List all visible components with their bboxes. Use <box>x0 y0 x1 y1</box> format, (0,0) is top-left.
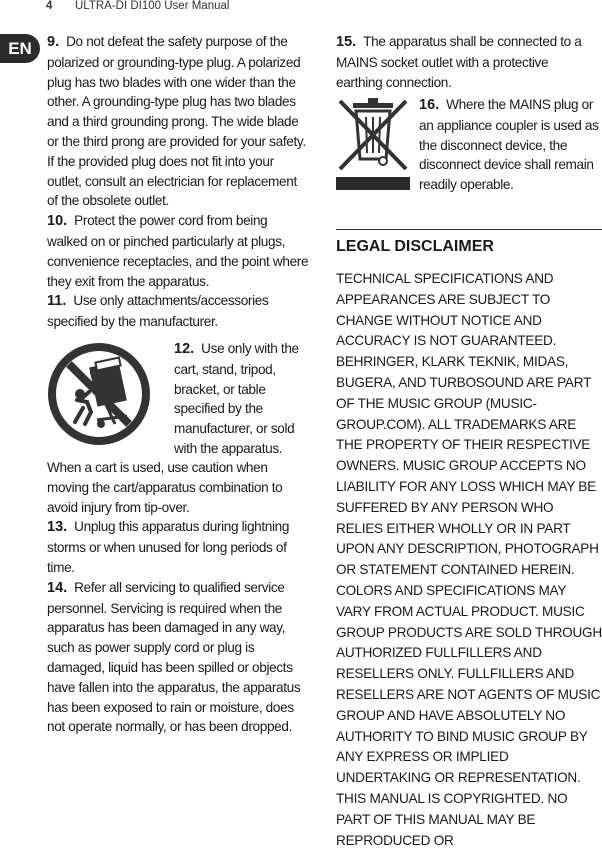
item-15 <box>336 32 586 92</box>
item-number: 13. <box>47 519 68 536</box>
item-text: Where the MAINS plug or an appliance coupler is used as the disconnect device, the disconnect device shall remain readily operable. <box>419 97 599 193</box>
legal-disclaimer-heading: LEGAL DISCLAIMER <box>336 238 494 255</box>
item-number: 9. <box>47 34 60 50</box>
item-number: 14. <box>47 579 68 596</box>
crossed-bin-weee-icon <box>336 95 410 191</box>
section-divider <box>336 229 602 230</box>
page-number: 4 <box>46 0 53 12</box>
item-text: Refer all servicing to qualified service personnel. Servicing is required when the apparatus has been damaged in any way, such as power supply cord or plug is damaged, liquid has been spilled or objects have fallen into the apparatus, the apparatus has been exposed to rain or moisture, does not operate normally, or has been dropped. <box>47 579 301 735</box>
item-11 <box>47 291 310 332</box>
item-number: 12. <box>174 341 195 357</box>
item-number: 11. <box>47 293 67 310</box>
item-text: Use only attachments/accessories specified by the manufacturer. <box>47 293 269 330</box>
item-number: 15. <box>336 34 357 50</box>
page-header <box>0 0 602 14</box>
item-9 <box>47 32 310 211</box>
item-13 <box>47 517 310 577</box>
item-text: Unplug this apparatus during lightning storms or when unused for long periods of time. <box>47 519 290 575</box>
item-text: The apparatus shall be connected to a MAINS socket outlet with a protective earthing connection. <box>336 34 582 90</box>
item-text: Do not defeat the safety purpose of the polarized or grounding-type plug. A polarized plug has two blades with one wider than the other. A grounding-type plug has two blades and a third grounding prong. The wide blade or the third prong are provided for your safety. If the provided plug does not fit into your outlet, consult an electrician for replacement of the obsolete outlet. <box>47 34 306 209</box>
legal-disclaimer-text: TECHNICAL SPECIFICATIONS AND APPEARANCES ARE SUBJECT TO CHANGE WITHOUT NOTICE AND ACCURACY IS NOT GUARANTEED. BEHRINGER, KLARK TEKNIK, MIDAS, BUGERA, AND TURBOSOUND ARE PART OF THE MUSIC GROUP (MUSIC-GROUP.COM). ALL TRADEMARKS ARE THE PROPERTY OF THEIR RESPECTIVE OWNERS. MUSIC GROUP ACCEPTS NO LIABILITY FOR ANY LOSS WHICH MAY BE SUFFERED BY ANY PERSON WHO RELIES EITHER WHOLLY OR IN PART UPON ANY DESCRIPTION, PHOTOGRAPH OR STATEMENT CONTAINED HEREIN. COLORS AND SPECIFICATIONS MAY VARY FROM ACTUAL PRODUCT. MUSIC GROUP PRODUCTS ARE SOLD THROUGH AUTHORIZED FULLFILLERS AND RESELLERS ONLY. FULLFILLERS AND RESELLERS ARE NOT AGENTS OF MUSIC GROUP AND HAVE ABSOLUTELY NO AUTHORITY TO BIND MUSIC GROUP BY ANY EXPRESS OR IMPLIED UNDERTAKING OR REPRESENTATION. THIS MANUAL IS COPYRIGHTED. NO PART OF THIS MANUAL MAY BE REPRODUCED OR <box>336 271 602 848</box>
item-12-continuation: When a cart is used, use caution when moving the cart/apparatus combination to avoid injury from tip-over. <box>47 460 283 515</box>
item-text: Use only with the cart, stand, tripod, bracket, or table specified by the manufacturer, or sold with the apparatus. <box>174 341 299 456</box>
item-number: 10. <box>47 213 68 230</box>
item-14 <box>47 578 310 737</box>
item-10 <box>47 211 310 291</box>
cart-tip-over-warning-icon <box>47 342 151 446</box>
left-column-continued <box>47 458 310 737</box>
item-text: Protect the power cord from being walked on or pinched particularly at plugs, convenience receptacles, and the point where they exit from the apparatus. <box>47 213 309 289</box>
language-tab: EN <box>0 34 40 63</box>
item-number: 16. <box>419 97 440 113</box>
item-12 <box>174 339 310 459</box>
left-column <box>47 32 310 332</box>
item-16 <box>419 95 602 195</box>
manual-title: ULTRA-DI DI100 User Manual <box>75 0 230 12</box>
